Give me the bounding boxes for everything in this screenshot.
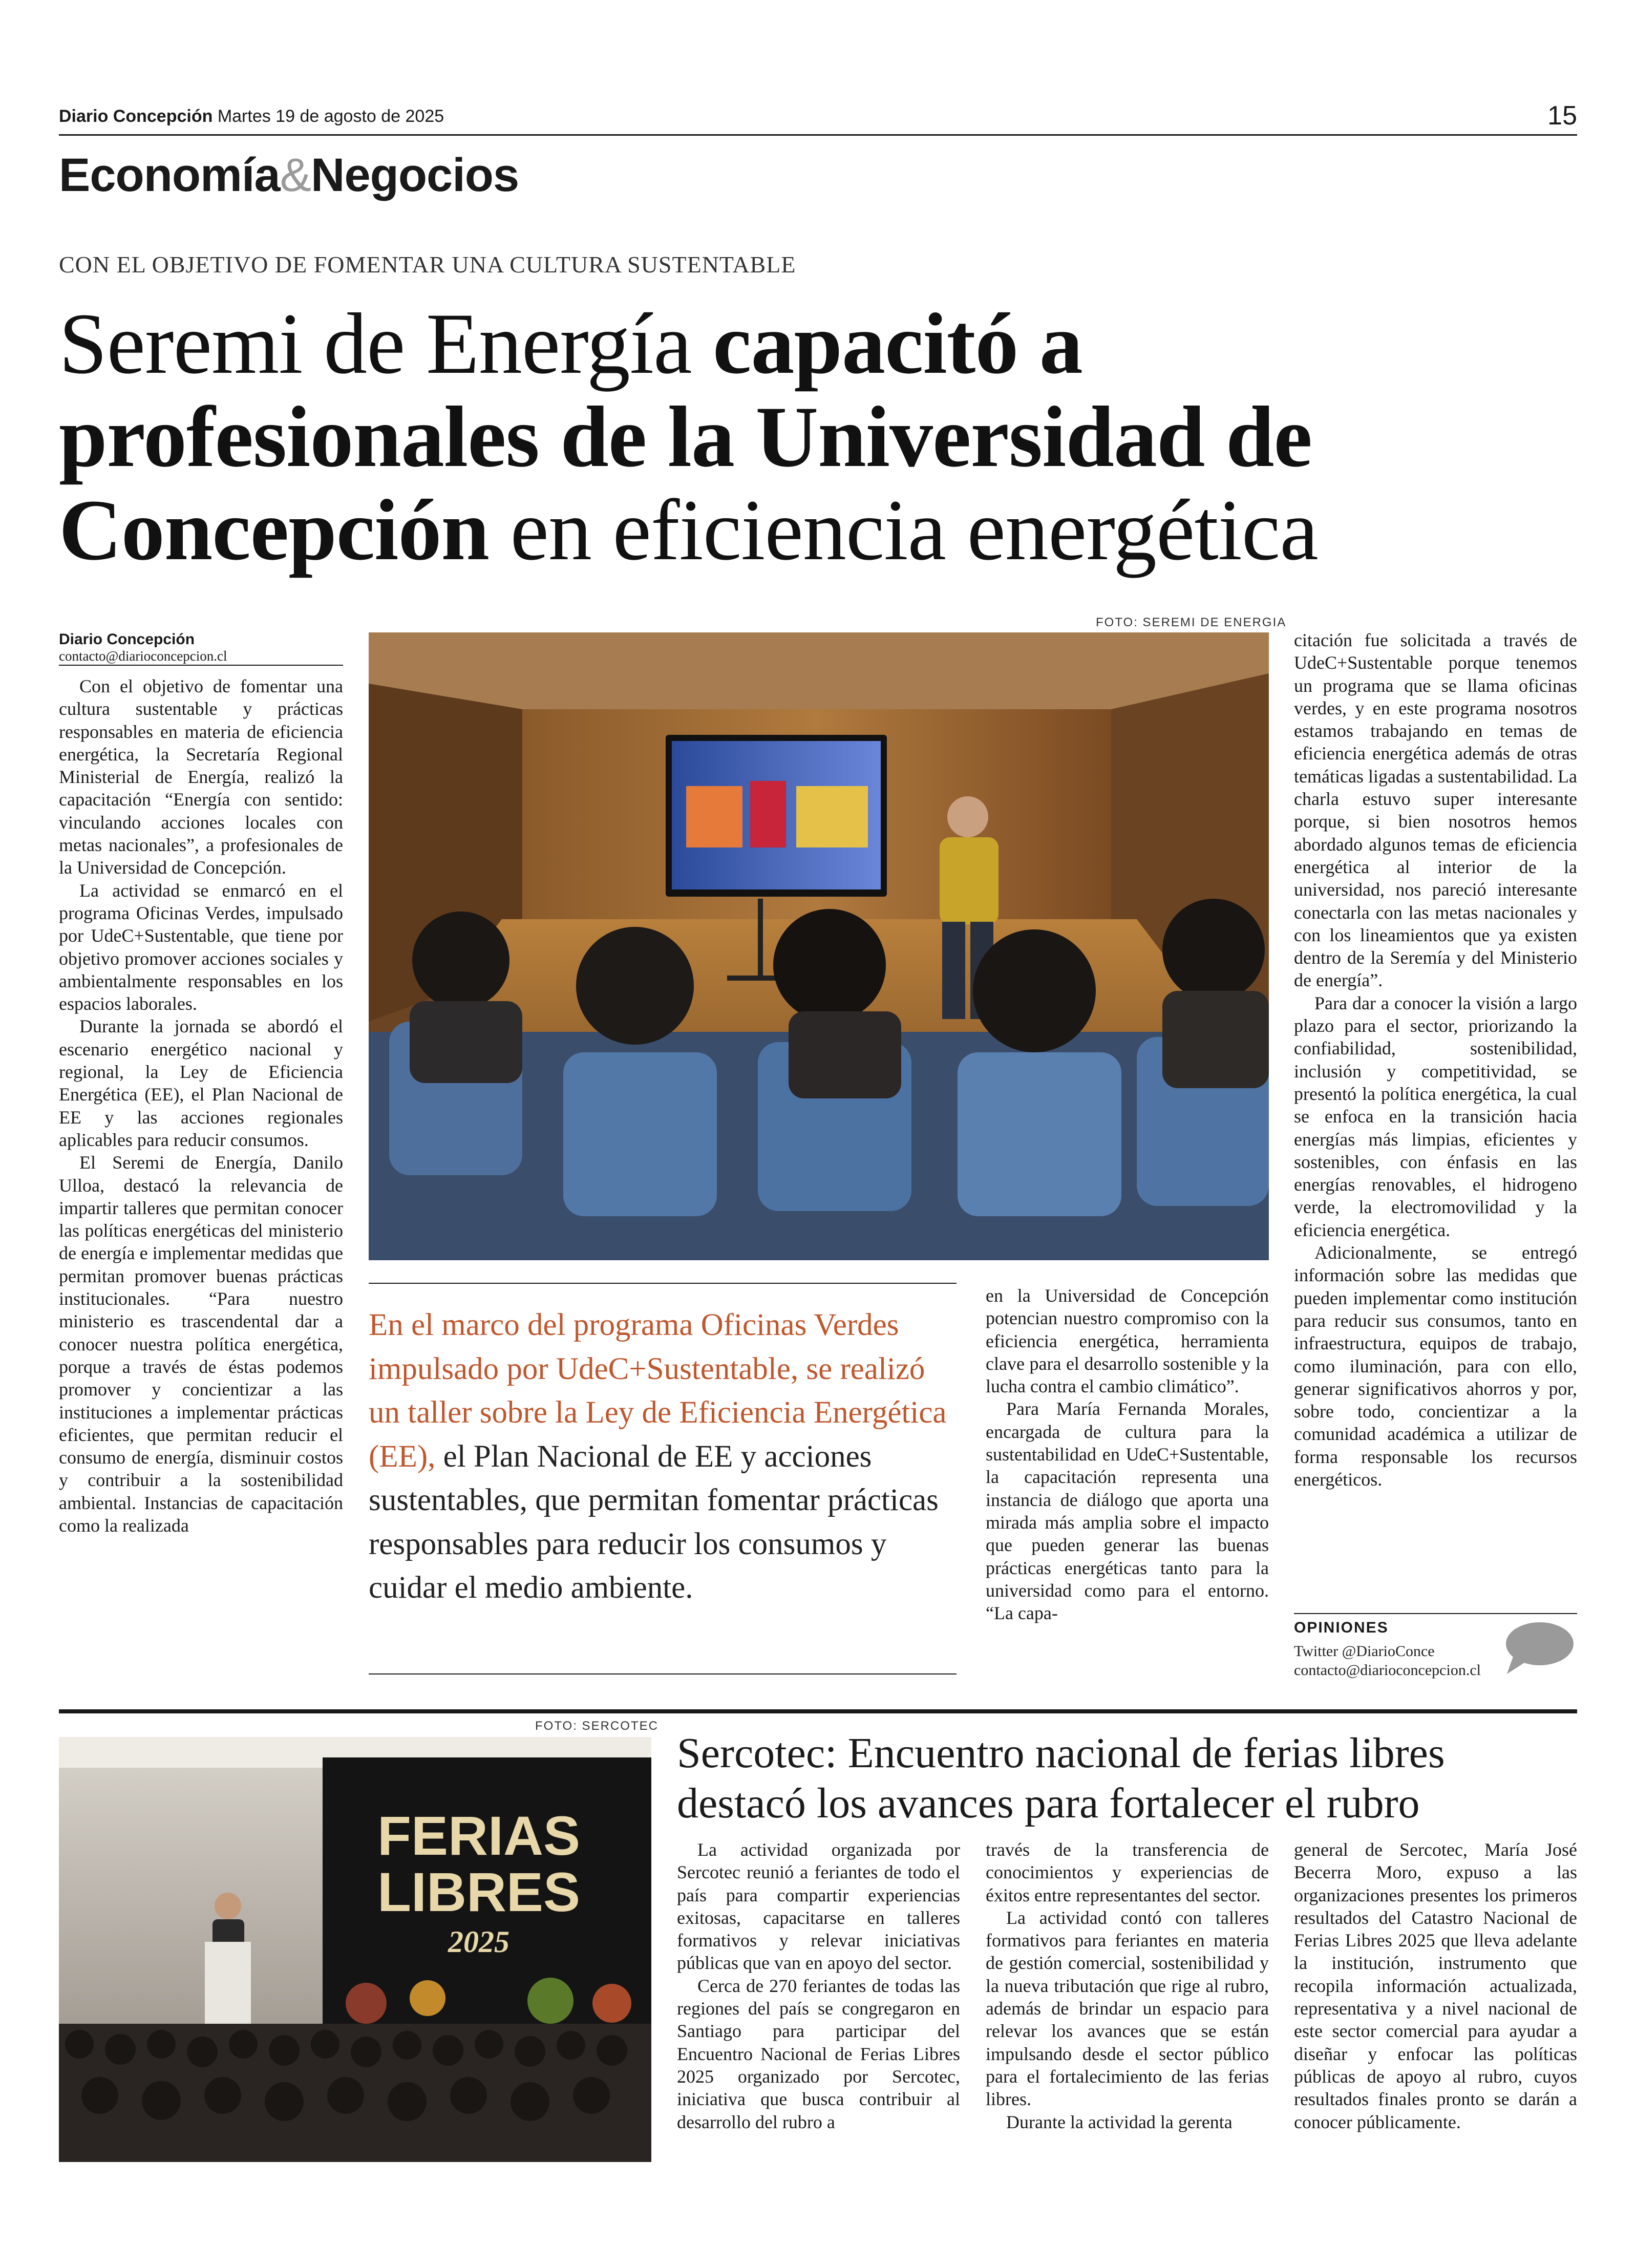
screen-text-year: 2025	[448, 1925, 509, 1959]
paragraph: Cerca de 270 feriantes de todas las regiones del país se congregaron en Santiago para participar del Encuentro Nacional de Ferias Libres 2025 organizado por Sercotec, iniciativa que busca contribuir al desarrollo del rubro a	[677, 1975, 960, 2132]
article-column-1	[59, 675, 343, 1537]
screen-text-ferias: FERIAS	[377, 1805, 581, 1867]
opinions-email[interactable]: contacto@diarioconcepcion.cl	[1294, 1662, 1481, 1679]
masthead-line	[59, 107, 444, 126]
opinions-title: OPINIONES	[1294, 1619, 1389, 1636]
byline-rule	[59, 665, 343, 666]
byline-name: Diario Concepción	[59, 631, 195, 648]
opinions-twitter[interactable]: Twitter @DiarioConce	[1294, 1643, 1435, 1660]
ferias-photo-illustration	[59, 1737, 651, 2162]
paragraph: Para dar a conocer la visión a largo plazo para el sector, priorizando la confiabilidad, sostenibilidad, inclusión y competitividad, se presentó la política energética, la cual se enfoca en la transición hacia energías más limpias, eficientes y sostenibles, con énfasis en las energías renovables, el hidrogeno verde, la electromovilidad y la eficiencia energética.	[1294, 992, 1577, 1240]
article-headline: Seremi de Energía capacitó a profesionales de la Universidad de Concepción en eficiencia energética	[59, 295, 1318, 578]
paragraph: El Seremi de Energía, Danilo Ulloa, destacó la relevancia de impartir talleres que permitan conocer las políticas energéticas del ministerio de energía e implementar medidas que permitan promover buenas prácticas institucionales. “Para nuestro ministerio es trascendental dar a conocer nuestra política energética, porque a través de éstas podemos promover y concientizar a las instituciones a implementar prácticas eficientes, que permitan reducir el consumo de energía, disminuir costos y contribuir a la sostenibilidad ambiental. Instancias de capacitación como la realizada	[59, 1152, 343, 1536]
paragraph: La actividad se enmarcó en el programa Oficinas Verdes, impulsado por UdeC+Sustentable, que tiene por objetivo promover acciones sociales y ambientalmente responsables en los espacios laborales.	[59, 880, 343, 1014]
paragraph: Con el objetivo de fomentar una cultura sustentable y prácticas responsables en materia de eficiencia energética, la Secretaría Regional Ministerial de Energía, realizó la capacitación “Energía con sentido: vinculando acciones locales con metas nacionales”, a profesionales de la Universidad de Concepción.	[59, 676, 343, 878]
pull-quote-rule-bottom	[369, 1673, 957, 1674]
paragraph: La actividad organizada por Sercotec reunió a feriantes de todo el país para compartir experiencias exitosas, capacitarse en talleres formativos y relevar iniciativas públicas que van en apoyo del sector.	[677, 1839, 960, 1974]
pull-quote: En el marco del programa Oficinas Verdes impulsado por UdeC+Sustentable, se realizó un taller sobre la Ley de Eficiencia Energética (EE), el Plan Nacional de EE y acciones sustentables, que permitan fomentar prácticas responsables para reducir los consumos y cuidar el medio ambiente.	[369, 1308, 947, 1605]
article-kicker: CON EL OBJETIVO DE FOMENTAR UNA CULTURA SUSTENTABLE	[59, 251, 796, 278]
secondary-headline: Sercotec: Encuentro nacional de ferias libres destacó los avances para fortalecer el rubro	[677, 1729, 1445, 1827]
secondary-column-1	[677, 1838, 960, 2133]
paragraph: en la Universidad de Concepción potencian nuestro compromiso con la eficiencia energética, herramienta clave para el desarrollo sostenible y la lucha contra el cambio climático”.	[986, 1285, 1269, 1397]
paragraph: citación fue solicitada a través de UdeC+Sustentable porque tenemos un programa que se llama oficinas verdes, y en este programa nosotros estamos trabajando en temas de eficiencia energética además de otras temáticas ligadas a sustentabilidad. La charla estuvo super interesante porque, si bien nosotros hemos abordado algunos temas de eficiencia energética al interior de la universidad, nos pareció interesante conectarla con las metas nacionales y con los lineamientos que ya existen dentro de la Seremía y del Ministerio de energía”.	[1294, 630, 1577, 991]
secondary-column-2	[986, 1838, 1269, 2133]
ferias-photo	[59, 1737, 651, 2162]
photo-credit: FOTO: SEREMI DE ENERGIA	[1096, 616, 1287, 629]
paragraph: Durante la jornada se abordó el escenario energético nacional y regional, la Ley de Eficiencia Energética (EE), el Plan Nacional de EE y las acciones regionales aplicables para reducir consumos.	[59, 1016, 343, 1150]
paragraph: La actividad contó con talleres formativos para feriantes en materia de gestión comercial, sostenibilidad y la nueva tributación que rige al rubro, además de brindar un espacio para relevar los avances que se están impulsando desde el sector público para el fortalecimiento de las ferias libres.	[986, 1907, 1269, 2110]
byline-email: contacto@diarioconcepcion.cl	[59, 648, 227, 664]
header-rule	[59, 134, 1577, 136]
opinions-rule	[1294, 1613, 1577, 1614]
paragraph: Durante la actividad la gerenta	[1006, 2111, 1233, 2132]
publication-name: Diario Concepción	[59, 107, 213, 126]
paragraph: Para María Fernanda Morales, encargada de cultura para la sustentabilidad en UdeC+Sustentable, la capacitación representa una instancia de diálogo que aporta una mirada más amplia sobre el impacto que pueden generar las buenas prácticas energéticas tanto para la universidad como para el entorno. “La capa-	[986, 1398, 1269, 1624]
photo-credit-2: FOTO: SERCOTEC	[535, 1719, 658, 1733]
lecture-photo-illustration	[369, 632, 1269, 1260]
secondary-column-3	[1294, 1838, 1577, 2133]
paragraph: Adicionalmente, se entregó información sobre las medidas que pueden implementar como institución para reducir sus consumos, tanto en infraestructura, equipos de trabajo, como iluminación, para con ello, generar significativos ahorros y por, sobre todo, concientizar a la comunidad académica a utilizar de forma responsable los recursos energéticos.	[1294, 1242, 1577, 1490]
publication-date: Martes 19 de agosto de 2025	[217, 107, 444, 126]
lecture-photo	[369, 632, 1269, 1260]
page-number: 15	[1547, 101, 1577, 131]
screen-text-libres: LIBRES	[377, 1861, 581, 1923]
article-column-3	[986, 1284, 1269, 1624]
article-column-4	[1294, 629, 1577, 1491]
section-title: Economía&Negocios	[59, 149, 519, 201]
paragraph: general de Sercotec, María José Becerra Moro, expuso a las organizaciones presentes los primeros resultados del Catastro Nacional de Ferias Libres 2025 que lleva adelante la institución, instrumento que recopila información actualizada, representativa y a nivel nacional de este sector comercial para ayudar a diseñar y enfocar las políticas públicas de apoyo al rubro, cuyos resultados finales pronto se darán a conocer públicamente.	[1294, 1839, 1577, 2132]
pull-quote-rule	[369, 1283, 957, 1284]
speech-bubble-icon	[1503, 1621, 1575, 1677]
article-separator	[59, 1709, 1577, 1713]
paragraph: través de la transferencia de conocimientos y experiencias de éxitos entre representantes del sector.	[986, 1839, 1269, 1905]
